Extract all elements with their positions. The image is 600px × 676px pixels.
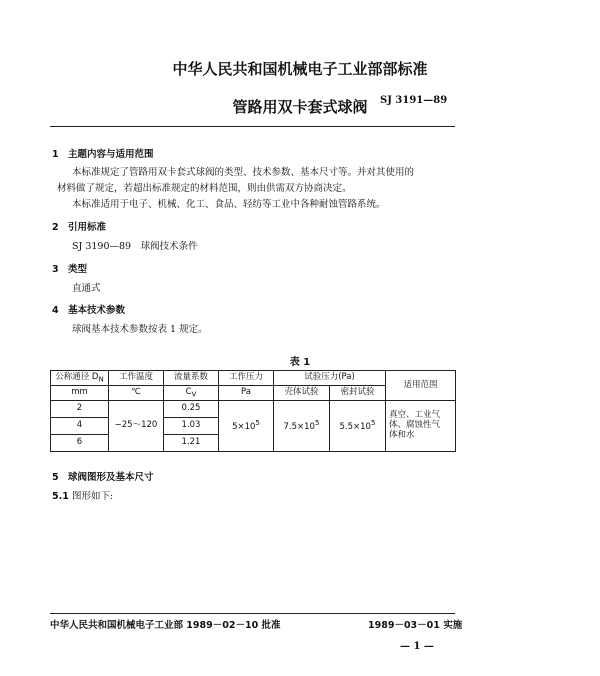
cell-cv: 1.21 bbox=[164, 435, 219, 452]
section-1-heading bbox=[52, 146, 154, 160]
section-text: 图形如下: bbox=[72, 491, 114, 502]
section-4-heading bbox=[52, 302, 125, 316]
section-number: 5.1 bbox=[52, 491, 69, 502]
section-4-text: 球阀基本技术参数按表 1 规定。 bbox=[72, 324, 208, 335]
header-scope: 适用范围 bbox=[386, 371, 456, 401]
section-title: 球阀图形及基本尺寸 bbox=[68, 472, 154, 483]
standard-number: SJ 3191—89 bbox=[380, 95, 448, 106]
header-flow-coefficient: 流量系数 bbox=[164, 371, 219, 386]
section-title: 引用标准 bbox=[68, 222, 107, 233]
header-shell-test: 壳体试验 bbox=[274, 386, 330, 401]
section-number: 5 bbox=[52, 472, 59, 483]
section-number: 4 bbox=[52, 305, 59, 316]
section-1-paragraph-1-line-1: 本标准规定了管路用双卡套式球阀的类型、技术参数、基本尺寸等。并对其使用的 bbox=[72, 167, 415, 178]
document-title: 管路用双卡套式球阀 bbox=[232, 98, 368, 116]
cell-dn: 4 bbox=[51, 418, 109, 435]
section-2-heading bbox=[52, 219, 106, 233]
cell-dn: 2 bbox=[51, 401, 109, 418]
section-title: 主题内容与适用范围 bbox=[68, 149, 154, 160]
section-title: 类型 bbox=[68, 264, 88, 275]
cell-dn: 6 bbox=[51, 435, 109, 452]
section-5-heading bbox=[52, 469, 154, 483]
approval-date: 中华人民共和国机械电子工业部 1989－02－10 批准 bbox=[50, 620, 281, 631]
unit-pressure: Pa bbox=[219, 386, 274, 401]
footer-rule bbox=[50, 613, 455, 614]
section-number: 3 bbox=[52, 264, 59, 275]
unit-temperature: ℃ bbox=[109, 386, 164, 401]
unit-diameter: mm bbox=[51, 386, 109, 401]
section-number: 2 bbox=[52, 222, 59, 233]
cell-temperature: −25～120 bbox=[109, 401, 164, 452]
cell-shell-test: $7.5\times 10^5$ bbox=[274, 401, 330, 452]
header-nominal-diameter: 公称通径 $D_N$ bbox=[51, 371, 109, 386]
section-1-paragraph-2: 本标准适用于电子、机械、化工、食品、轻纺等工业中各种耐蚀管路系统。 bbox=[72, 199, 386, 210]
valve-type: 直通式 bbox=[72, 283, 101, 294]
header-rule bbox=[50, 126, 455, 127]
page-number: — 1 — bbox=[400, 641, 434, 652]
header-seal-test: 密封试验 bbox=[330, 386, 386, 401]
header-test-pressure: 试验压力(Pa) bbox=[274, 371, 386, 386]
table-caption: 表 1 bbox=[289, 357, 311, 368]
section-title: 基本技术参数 bbox=[68, 305, 126, 316]
unit-flow: $C_V$ bbox=[164, 386, 219, 401]
referenced-standard: SJ 3190—89 球阀技术条件 bbox=[72, 241, 198, 252]
cell-scope: 真空、工业气 体、腐蚀性气 体和水 bbox=[386, 401, 456, 452]
cell-seal-test: $5.5\times 10^5$ bbox=[330, 401, 386, 452]
section-3-heading bbox=[52, 261, 87, 275]
section-number: 1 bbox=[52, 149, 59, 160]
effective-date: 1989－03－01 实施 bbox=[368, 620, 463, 631]
header-working-pressure: 工作压力 bbox=[219, 371, 274, 386]
header-working-temperature: 工作温度 bbox=[109, 371, 164, 386]
cell-cv: 1.03 bbox=[164, 418, 219, 435]
parameter-table bbox=[50, 370, 456, 452]
issuing-organization: 中华人民共和国机械电子工业部部标准 bbox=[172, 60, 428, 78]
cell-cv: 0.25 bbox=[164, 401, 219, 418]
section-5-1 bbox=[52, 488, 113, 502]
cell-working-pressure: $5\times 10^5$ bbox=[219, 401, 274, 452]
section-1-paragraph-1-line-2: 材料做了规定，若超出标准规定的材料范围，则由供需双方协商决定。 bbox=[57, 183, 352, 194]
